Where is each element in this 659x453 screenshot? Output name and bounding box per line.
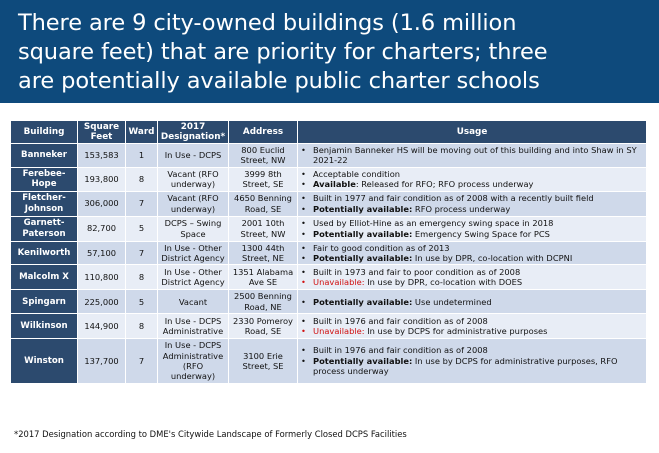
cell-address: 3999 8th Street, SE: [229, 167, 298, 191]
page-title: [18, 9, 648, 96]
cell-designation: DCPS – Swing Space: [158, 216, 229, 241]
title-line-3: are potentially available public charter schools: [18, 68, 540, 94]
title-line-1: There are 9 city-owned buildings (1.6 million: [18, 10, 517, 36]
cell-square-feet: 306,000: [78, 191, 126, 216]
cell-square-feet: 153,583: [78, 144, 126, 168]
header-designation: 2017 Designation*: [158, 121, 229, 144]
cell-building: Wilkinson: [11, 314, 78, 339]
bullet-icon: •: [301, 296, 306, 307]
usage-status-label: Potentially available:: [313, 296, 413, 307]
usage-list: [301, 297, 643, 307]
usage-item: [301, 218, 643, 228]
header-building: Building: [11, 121, 78, 144]
cell-square-feet: 57,100: [78, 241, 126, 265]
table-body: [11, 144, 647, 384]
usage-text: Benjamin Banneker HS will be moving out of this building and into Shaw in SY 2021-22: [313, 145, 637, 166]
table-row: [11, 216, 647, 241]
title-banner: [0, 0, 659, 103]
usage-status-label: Potentially available:: [313, 203, 413, 214]
cell-ward: 5: [126, 216, 158, 241]
bullet-icon: •: [301, 242, 306, 253]
cell-building: Ferebee-Hope: [11, 167, 78, 191]
usage-item: [301, 277, 643, 287]
usage-text: Use undetermined: [412, 296, 492, 307]
bullet-icon: •: [301, 267, 306, 278]
cell-designation: In Use - Other District Agency: [158, 241, 229, 265]
cell-building: Banneker: [11, 144, 78, 168]
bullet-icon: •: [301, 315, 306, 326]
cell-usage: [298, 191, 647, 216]
bullet-icon: •: [301, 193, 306, 204]
table-row: [11, 265, 647, 290]
usage-item: [301, 243, 643, 253]
cell-designation: In Use - DCPS Administrative: [158, 314, 229, 339]
cell-ward: 1: [126, 144, 158, 168]
usage-item: [301, 297, 643, 307]
bullet-icon: •: [301, 145, 306, 155]
cell-usage: [298, 241, 647, 265]
cell-usage: [298, 144, 647, 168]
cell-designation: Vacant (RFO underway): [158, 191, 229, 216]
bullet-icon: •: [301, 179, 306, 190]
cell-square-feet: 82,700: [78, 216, 126, 241]
header-usage: Usage: [298, 121, 647, 144]
cell-address: 1351 Alabama Ave SE: [229, 265, 298, 290]
cell-building: Garnett-Paterson: [11, 216, 78, 241]
table-row: [11, 339, 647, 384]
table-row: [11, 144, 647, 168]
usage-text: In use by DCPS for administrative purposes: [364, 326, 548, 337]
cell-building: Fletcher-Johnson: [11, 191, 78, 216]
usage-status-label: Potentially available:: [313, 228, 413, 239]
usage-text: Emergency Swing Space for PCS: [412, 228, 550, 239]
cell-ward: 8: [126, 314, 158, 339]
table-row: [11, 241, 647, 265]
usage-list: [301, 218, 643, 239]
cell-ward: 7: [126, 241, 158, 265]
usage-text: Built in 1976 and fair condition as of 2008: [313, 315, 488, 326]
bullet-icon: •: [301, 253, 306, 264]
table-row: [11, 290, 647, 314]
bullet-icon: •: [301, 277, 306, 288]
usage-item: [301, 316, 643, 326]
cell-building: Kenilworth: [11, 241, 78, 265]
cell-ward: 8: [126, 265, 158, 290]
title-line-2: square feet) that are priority for charters; three: [18, 39, 548, 65]
usage-text: Acceptable condition: [313, 168, 401, 179]
usage-status-label: Available: [313, 179, 356, 190]
table-row: [11, 314, 647, 339]
cell-address: 1300 44th Street, NE: [229, 241, 298, 265]
cell-building: Malcolm X: [11, 265, 78, 290]
usage-text: Used by Elliot-Hine as an emergency swing space in 2018: [313, 218, 554, 229]
cell-square-feet: 144,900: [78, 314, 126, 339]
cell-address: 2001 10th Street, NW: [229, 216, 298, 241]
cell-address: 3100 Erie Street, SE: [229, 339, 298, 384]
cell-designation: Vacant: [158, 290, 229, 314]
cell-ward: 7: [126, 339, 158, 384]
cell-usage: [298, 314, 647, 339]
cell-square-feet: 137,700: [78, 339, 126, 384]
table-header-row: [11, 121, 647, 144]
bullet-icon: •: [301, 228, 306, 239]
usage-list: [301, 243, 643, 264]
header-square-feet: Square Feet: [78, 121, 126, 144]
bullet-icon: •: [301, 218, 306, 229]
usage-text: In use by DCPS for administrative purposes, RFO process underway: [313, 355, 618, 377]
cell-square-feet: 193,800: [78, 167, 126, 191]
usage-item: [301, 179, 643, 189]
cell-square-feet: 225,000: [78, 290, 126, 314]
usage-text: Built in 1977 and fair condition as of 2008 with a recently built field: [313, 193, 594, 204]
cell-usage: [298, 216, 647, 241]
usage-text: Built in 1976 and fair condition as of 2008: [313, 345, 488, 356]
usage-text: : Released for RFO; RFO process underway: [355, 179, 534, 190]
usage-item: [301, 253, 643, 263]
usage-text: RFO process underway: [412, 203, 511, 214]
usage-list: [301, 145, 643, 166]
usage-text: In use by DPR, co-location with DCPNI: [412, 253, 573, 264]
header-ward: Ward: [126, 121, 158, 144]
usage-text: In use by DPR, co-location with DOES: [364, 277, 523, 288]
cell-building: Winston: [11, 339, 78, 384]
usage-item: [301, 229, 643, 239]
usage-list: [301, 193, 643, 214]
usage-item: [301, 145, 643, 166]
usage-text: Fair to good condition as of 2013: [313, 242, 450, 253]
header-address: Address: [229, 121, 298, 144]
usage-item: [301, 326, 643, 336]
usage-list: [301, 169, 643, 190]
bullet-icon: •: [301, 355, 306, 366]
bullet-icon: •: [301, 168, 306, 179]
footnote: *2017 Designation according to DME's Citywide Landscape of Formerly Closed DCPS Facilities: [14, 429, 407, 439]
bullet-icon: •: [301, 345, 306, 356]
usage-status-label: Potentially available:: [313, 253, 413, 264]
cell-address: 2500 Benning Road, NE: [229, 290, 298, 314]
cell-usage: [298, 167, 647, 191]
usage-item: [301, 169, 643, 179]
bullet-icon: •: [301, 326, 306, 337]
usage-unavailable-label: Unavailable:: [313, 277, 365, 288]
usage-item: [301, 356, 643, 377]
cell-designation: In Use - DCPS Administrative (RFO underway): [158, 339, 229, 384]
usage-item: [301, 267, 643, 277]
usage-item: [301, 345, 643, 355]
usage-list: [301, 267, 643, 288]
usage-unavailable-label: Unavailable:: [313, 326, 365, 337]
cell-usage: [298, 290, 647, 314]
table-row: [11, 191, 647, 216]
cell-ward: 8: [126, 167, 158, 191]
cell-usage: [298, 339, 647, 384]
cell-ward: 5: [126, 290, 158, 314]
usage-list: [301, 316, 643, 337]
cell-building: Spingarn: [11, 290, 78, 314]
bullet-icon: •: [301, 203, 306, 214]
cell-address: 2330 Pomeroy Road, SE: [229, 314, 298, 339]
cell-ward: 7: [126, 191, 158, 216]
cell-designation: Vacant (RFO underway): [158, 167, 229, 191]
cell-address: 800 Euclid Street, NW: [229, 144, 298, 168]
table-row: [11, 167, 647, 191]
cell-designation: In Use - DCPS: [158, 144, 229, 168]
cell-address: 4650 Benning Road, SE: [229, 191, 298, 216]
cell-square-feet: 110,800: [78, 265, 126, 290]
usage-status-label: Potentially available:: [313, 355, 413, 366]
buildings-table: [10, 120, 647, 384]
cell-usage: [298, 265, 647, 290]
usage-item: [301, 204, 643, 214]
cell-designation: In Use - Other District Agency: [158, 265, 229, 290]
usage-item: [301, 193, 643, 203]
usage-list: [301, 345, 643, 376]
usage-text: Built in 1973 and fair to poor condition as of 2008: [313, 267, 521, 278]
